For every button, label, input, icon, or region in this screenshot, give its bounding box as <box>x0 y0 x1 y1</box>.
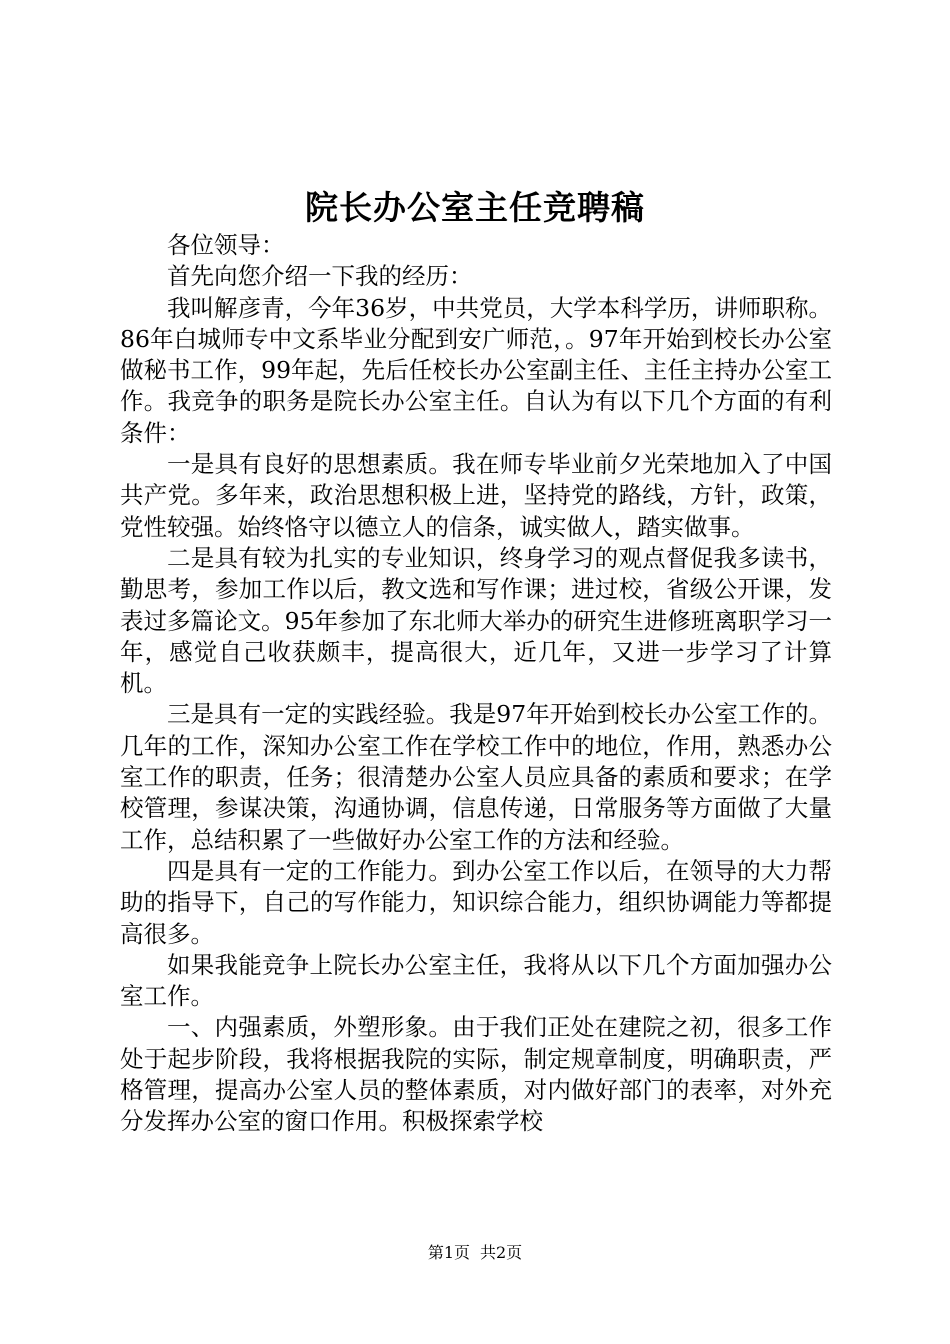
page-total: 共2页 <box>480 1243 523 1262</box>
page-number: 第1页 <box>427 1243 470 1262</box>
paragraph-strength-1: 一是具有良好的思想素质。我在师专毕业前夕光荣地加入了中国共产党。多年来，政治思想积极上进，坚持党的路线，方针，政策，党性较强。始终恪守以德立人的信条，诚实做人，踏实做事。 <box>120 450 832 541</box>
paragraph-strength-4: 四是具有一定的工作能力。到办公室工作以后，在领导的大力帮助的指导下，自己的写作能力，知识综合能力，组织协调能力等都提高很多。 <box>120 856 832 948</box>
paragraph-plan-intro: 如果我能竞争上院长办公室主任，我将从以下几个方面加强办公室工作。 <box>120 950 832 1011</box>
paragraph-strength-2: 二是具有较为扎实的专业知识，终身学习的观点督促我多读书，勤思考，参加工作以后，教文选和写作课；进过校，省级公开课，发表过多篇论文。95年参加了东北师大举办的研究生进修班离职学习一年，感觉自己收获颇丰，提高很大，近几年，又进一步学习了计算机。 <box>120 543 832 698</box>
paragraph-salutation: 各位领导： <box>167 231 285 259</box>
paragraph-background: 我叫解彦青，今年36岁，中共党员，大学本科学历，讲师职称。86年白城师专中文系毕业分配到安广师范，。97年开始到校长办公室做秘书工作，99年起，先后任校长办公室副主任、主任主持办公室工作。我竞争的职务是院长办公室主任。自认为有以下几个方面的有利条件： <box>120 293 832 447</box>
document-title: 院长办公室主任竞聘稿 <box>305 188 645 227</box>
paragraph-intro: 首先向您介绍一下我的经历： <box>167 262 473 291</box>
paragraph-strength-3: 三是具有一定的实践经验。我是97年开始到校长办公室工作的。几年的工作，深知办公室工作在学校工作中的地位，作用，熟悉办公室工作的职责，任务；很清楚办公室人员应具备的素质和要求；在学校管理，参谋决策，沟通协调，信息传递，日常服务等方面做了大量工作，总结积累了一些做好办公室工作的方法和经验。 <box>120 700 832 854</box>
document-body <box>120 230 832 1138</box>
paragraph-plan-1: 一、内强素质，外塑形象。由于我们正处在建院之初，很多工作处于起步阶段，我将根据我院的实际，制定规章制度，明确职责，严格管理，提高办公室人员的整体素质，对内做好部门的表率，对外充分发挥办公室的窗口作用。积极探索学校 <box>120 1013 832 1136</box>
page-footer <box>0 1242 950 1264</box>
